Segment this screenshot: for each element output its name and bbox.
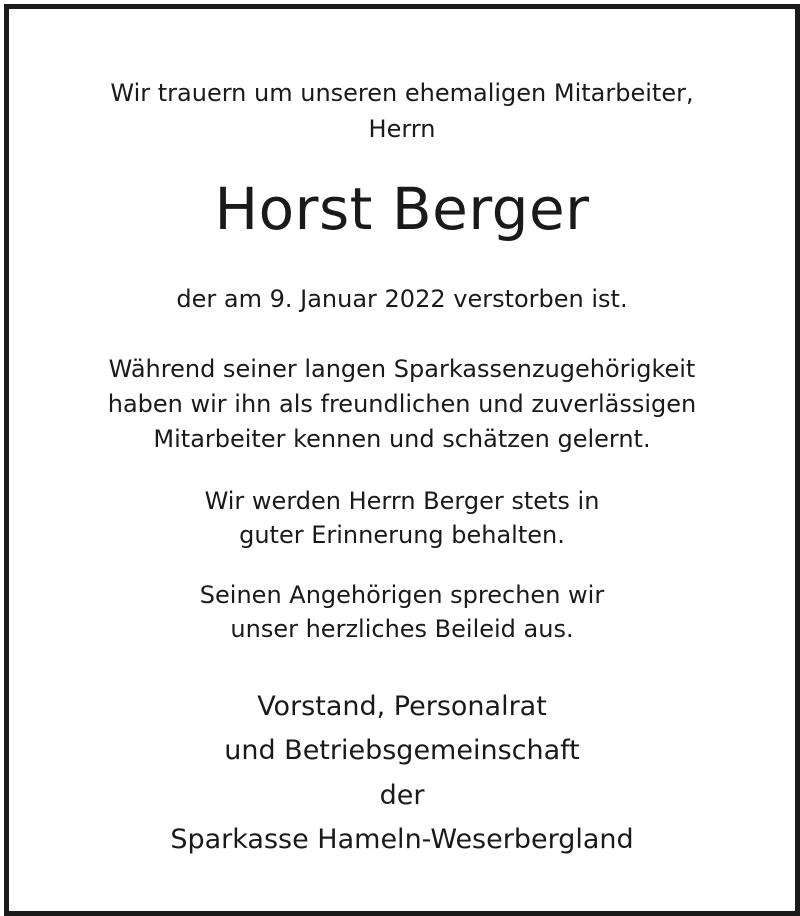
signature-line-3: der [379, 780, 425, 811]
tribute-line-1: Während seiner langen Sparkassenzugehörigkeit [108, 355, 696, 383]
signature-line-1: Vorstand, Personalrat [257, 691, 547, 722]
condolence-line-1: Seinen Angehörigen sprechen wir [199, 581, 605, 609]
memory-line-1: Wir werden Herrn Berger stets in [204, 487, 600, 515]
intro-line-1: Wir trauern um unseren ehemaligen Mitarbeiter, [110, 79, 694, 107]
notice-border [4, 4, 800, 916]
tribute-line-2: haben wir ihn als freundlichen und zuverlässigen [107, 390, 697, 418]
tribute-line-3: Mitarbeiter kennen und schätzen gelernt. [153, 425, 651, 453]
deceased-name: Horst Berger [214, 175, 590, 243]
intro-line-2: Herrn [368, 115, 436, 143]
death-date-line: der am 9. Januar 2022 verstorben ist. [176, 285, 628, 313]
condolence-line-2: unser herzliches Beileid aus. [230, 615, 574, 643]
signature-line-2: und Betriebsgemeinschaft [224, 735, 580, 766]
obituary-notice [9, 9, 795, 911]
memory-line-2: guter Erinnerung behalten. [239, 521, 565, 549]
signature-line-4: Sparkasse Hameln-Weserbergland [170, 824, 634, 855]
